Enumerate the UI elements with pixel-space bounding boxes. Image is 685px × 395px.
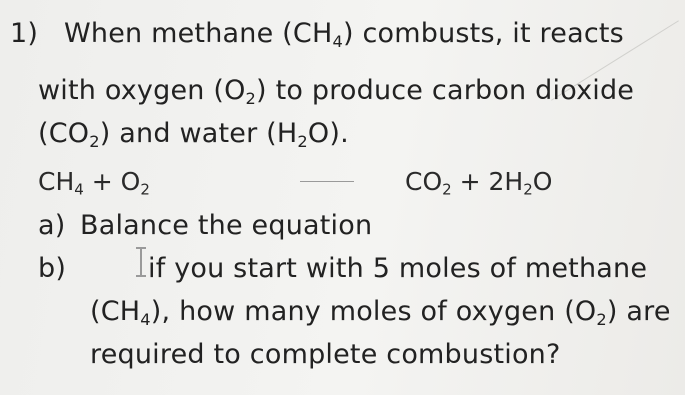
question-line-2: with oxygen $(O_2)$ to produce carbon dioxide (38, 75, 635, 108)
text-cursor-icon (140, 247, 142, 277)
question-number: 1) (10, 18, 39, 49)
part-b-label: b) (38, 253, 67, 284)
part-a-text: Balance the equation (80, 210, 373, 241)
part-b-line-2: $(CH_4)$, how many moles of oxygen $(O_2)$ are (90, 296, 671, 329)
reaction-arrow-line (300, 181, 354, 182)
question-line-3: $(CO_2)$ and water $(H_2O)$. (38, 118, 349, 151)
part-b-line-3: required to complete combustion? (90, 339, 561, 370)
question-line-1: When methane $(CH_4)$ combusts, it reacts (64, 18, 624, 51)
part-b-line-1: if you start with 5 moles of methane (148, 253, 648, 284)
part-a-label: a) (38, 210, 66, 241)
equation-reactants: $CH_4 + O_2$ (38, 167, 150, 199)
equation-products: $CO_2 + 2H_2O$ (405, 167, 553, 199)
